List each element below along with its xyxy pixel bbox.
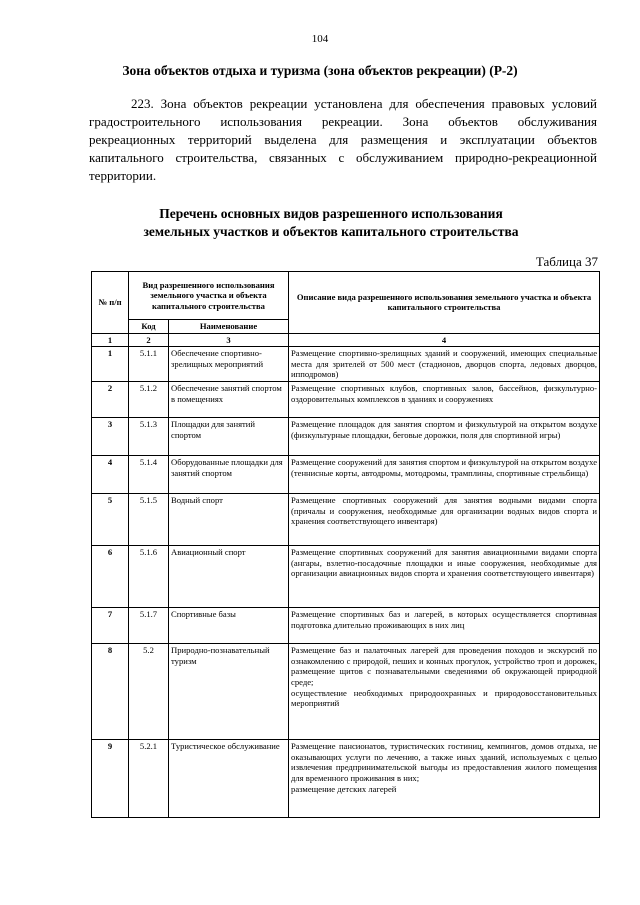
row-description-part: Размещение баз и палаточных лагерей для проведения походов и экскурсий по ознакомлению с природой, пеших и конных прогулок, устройство троп и дорожек, размещение щитов с познавательными сведениями об окружающей природной среде; <box>291 645 598 687</box>
list-title-line-1: Перечень основных видов разрешенного использования <box>159 206 503 221</box>
page-number: 104 <box>311 33 329 45</box>
table-label: Таблица 37 <box>535 254 598 269</box>
row-code: 5.1.7 <box>129 608 169 644</box>
list-title <box>100 205 562 241</box>
table-row <box>92 418 600 456</box>
row-num: 1 <box>92 347 129 382</box>
list-title-line-2: земельных участков и объектов капитального строительства <box>143 224 519 239</box>
table-row <box>92 456 600 494</box>
row-num: 5 <box>92 494 129 546</box>
zone-title: Зона объектов отдыха и туризма (зона объектов рекреации) (Р-2) <box>122 63 518 78</box>
row-name: Площадки для занятий спортом <box>169 418 289 456</box>
row-name: Оборудованные площадки для занятий спортом <box>169 456 289 494</box>
row-description-part: Размещение пансионатов, туристических гостиниц, кемпингов, домов отдыха, не оказывающих услуги по лечению, а также иных зданий, используемых с целью извлечения предпринимательской выгоды из предоставления жилого помещения для временного проживания в них; <box>291 741 598 783</box>
row-code: 5.2 <box>129 644 169 740</box>
row-description: Размещение спортивных клубов, спортивных залов, бассейнов, физкультурно-оздоровительных комплексов в зданиях и сооружениях <box>289 382 600 418</box>
row-num: 7 <box>92 608 129 644</box>
table-row <box>92 347 600 382</box>
row-description-part: размещение детских лагерей <box>291 783 397 794</box>
row-num: 8 <box>92 644 129 740</box>
header-name: Наименование <box>169 320 289 334</box>
header-group: Вид разрешенного использования земельного участка и объекта капитального строительства <box>129 272 289 320</box>
table-row <box>92 644 600 740</box>
row-name: Спортивные базы <box>169 608 289 644</box>
row-description: Размещение сооружений для занятия спортом и физкультурой на открытом воздухе (теннисные корты, автодромы, мотодромы, трамплины, спортивные стрельбища) <box>289 456 600 494</box>
row-num: 2 <box>92 382 129 418</box>
row-num: 4 <box>92 456 129 494</box>
row-name: Природно-познавательный туризм <box>169 644 289 740</box>
column-number: 2 <box>129 333 169 347</box>
row-name: Авиационный спорт <box>169 546 289 608</box>
column-number: 4 <box>289 333 600 347</box>
row-description: Размещение площадок для занятия спортом и физкультурой на открытом воздухе (физкультурные площадки, беговые дорожки, поля для спортивной игры) <box>289 418 600 456</box>
table-row <box>92 494 600 546</box>
header-description: Описание вида разрешенного использования земельного участка и объекта капитального строительства <box>289 272 600 334</box>
row-code: 5.1.3 <box>129 418 169 456</box>
column-number: 3 <box>169 333 289 347</box>
row-code: 5.1.1 <box>129 347 169 382</box>
row-description <box>289 644 600 740</box>
row-num: 9 <box>92 740 129 818</box>
row-description: Размещение спортивно-зрелищных зданий и сооружений, имеющих специальные места для зрителей от 500 мест (стадионов, дворцов спорта, ледовых дворцов, ипподромов) <box>289 347 600 382</box>
table-row <box>92 608 600 644</box>
table-row <box>92 382 600 418</box>
row-num: 3 <box>92 418 129 456</box>
row-description <box>289 740 600 818</box>
row-code: 5.1.5 <box>129 494 169 546</box>
column-number: 1 <box>92 333 129 347</box>
row-description: Размещение спортивных сооружений для занятия водными видами спорта (причалы и сооружения, необходимые для организации водных видов спорта и хранения соответствующего инвентаря) <box>289 494 600 546</box>
row-code: 5.1.6 <box>129 546 169 608</box>
land-use-table <box>91 271 600 818</box>
row-name: Обеспечение спортивно-зрелищных мероприятий <box>169 347 289 382</box>
intro-paragraph: 223. Зона объектов рекреации установлена для обеспечения правовых условий градостроительного использования рекреации. Зона объектов обслуживания рекреационных территорий выделена для размещения и эксплуатации объектов капитального строительства, связанных с обслуживанием природно-рекреационной территории. <box>89 96 597 183</box>
header-code: Код <box>129 320 169 334</box>
row-description: Размещение спортивных баз и лагерей, в которых осуществляется спортивная подготовка длительно проживающих в них лиц <box>289 608 600 644</box>
header-num: № п/п <box>92 272 129 334</box>
row-name: Обеспечение занятий спортом в помещениях <box>169 382 289 418</box>
row-description: Размещение спортивных сооружений для занятия авиационными видами спорта (ангары, взлетно-посадочные площадки и иные сооружения, необходимые для организации авиационных видов спорта и хранения соответствующего инвентаря) <box>289 546 600 608</box>
table-row <box>92 546 600 608</box>
column-number-row <box>92 333 600 347</box>
row-code: 5.1.4 <box>129 456 169 494</box>
row-code: 5.2.1 <box>129 740 169 818</box>
row-code: 5.1.2 <box>129 382 169 418</box>
row-name: Туристическое обслуживание <box>169 740 289 818</box>
row-description-part: осуществление необходимых природоохранных и природовосстановительных мероприятий <box>291 687 598 709</box>
row-name: Водный спорт <box>169 494 289 546</box>
table-row <box>92 740 600 818</box>
row-num: 6 <box>92 546 129 608</box>
